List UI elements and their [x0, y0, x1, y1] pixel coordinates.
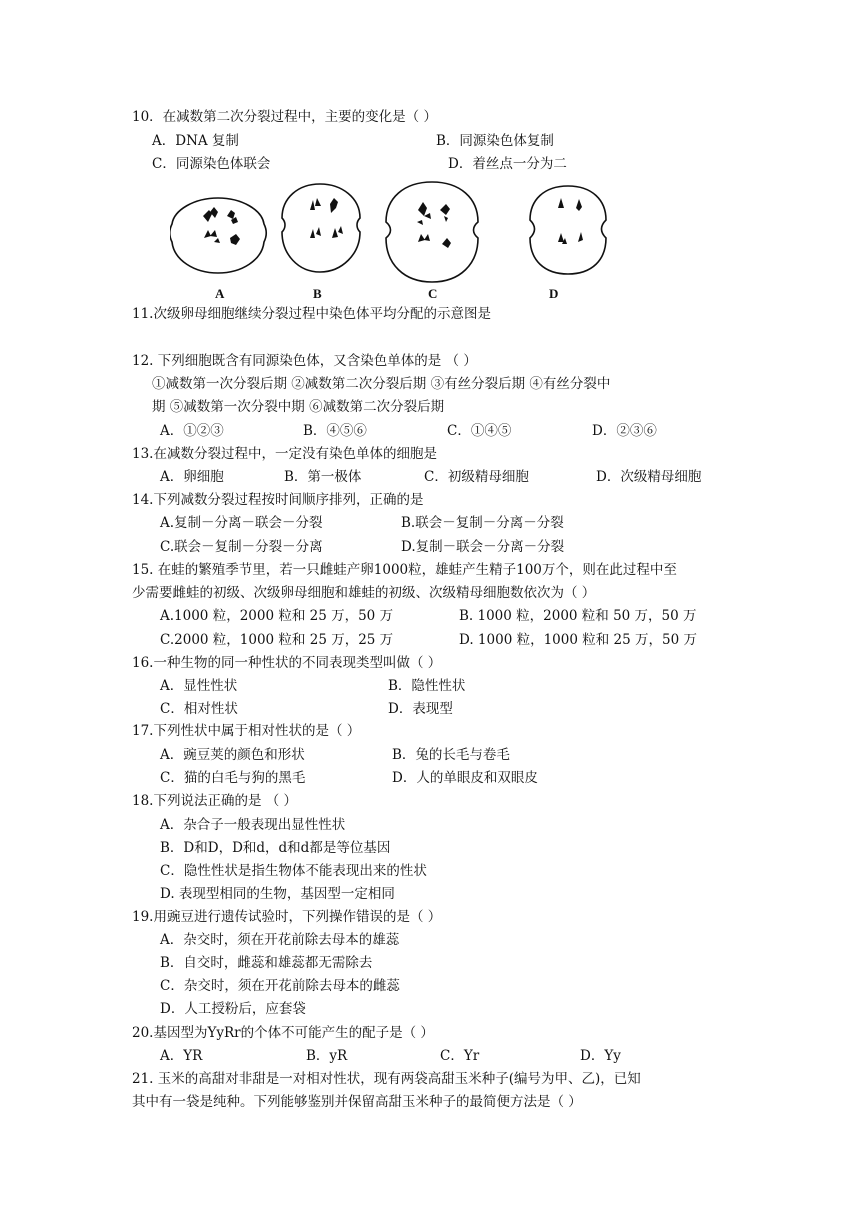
- figure-label-d: D: [549, 286, 559, 301]
- q10-stem: 10．在减数第二次分裂过程中，主要的变化是（ ）: [132, 109, 437, 125]
- q18-option-c: C．隐性性状是指生物体不能表现出来的性状: [160, 863, 427, 879]
- cell-d-outline: [530, 186, 606, 274]
- q16-option-d: D．表现型: [388, 701, 453, 717]
- q20-option-a: A．YR: [160, 1048, 203, 1064]
- q19-option-d: D．人工授粉后，应套袋: [160, 1001, 306, 1017]
- q17-stem: 17.下列性状中属于相对性状的是（ ）: [132, 723, 361, 739]
- q16-option-a: A．显性性状: [160, 678, 238, 694]
- q13-option-c: C．初级精母细胞: [424, 469, 529, 485]
- q19-option-c: C．杂交时，须在开花前除去母本的雌蕊: [160, 978, 400, 994]
- q19-stem: 19.用豌豆进行遗传试验时，下列操作错误的是（ ）: [132, 909, 442, 925]
- q15-option-a: A.1000 粒，2000 粒和 25 万，50 万: [160, 608, 394, 624]
- q13-option-d: D．次级精母细胞: [596, 469, 702, 485]
- q14-stem: 14.下列减数分裂过程按时间顺序排列，正确的是: [132, 492, 424, 508]
- q11-stem: 11.次级卵母细胞继续分裂过程中染色体平均分配的示意图是: [132, 306, 491, 322]
- q15-stem-line2: 少需要雌蛙的初级、次级卵母细胞和雄蛙的初级、次级精母细胞数依次为（ ）: [132, 585, 596, 601]
- q10-option-d: D．着丝点一分为二: [448, 156, 567, 172]
- q12-statements-line1: ①减数第一次分裂后期 ②减数第二次分裂后期 ③有丝分裂后期 ④有丝分裂中: [152, 376, 611, 392]
- q18-option-b: B．D和D，D和d，d和d都是等位基因: [160, 840, 391, 856]
- q12-stem: 12. 下列细胞既含有同源染色体，又含染色单体的是 （ ）: [132, 353, 477, 369]
- q12-option-a: A．①②③: [160, 423, 224, 439]
- q15-option-c: C.2000 粒，1000 粒和 25 万，25 万: [160, 632, 394, 648]
- q18-stem: 18.下列说法正确的是 （ ）: [132, 793, 298, 809]
- cell-division-figure: [170, 180, 630, 305]
- cell-a-outline: [170, 198, 266, 273]
- q14-option-a: A.复制－分离－联会－分裂: [160, 515, 323, 531]
- q10-option-a: A．DNA 复制: [152, 133, 239, 149]
- q12-statements-line2: 期 ⑤减数第一次分裂中期 ⑥减数第二次分裂后期: [152, 399, 445, 415]
- q17-option-b: B．兔的长毛与卷毛: [392, 747, 510, 763]
- q15-option-d: D. 1000 粒，1000 粒和 25 万，50 万: [459, 632, 697, 648]
- q13-stem: 13.在减数分裂过程中，一定没有染色单体的细胞是: [132, 446, 437, 462]
- figure-label-a: A: [215, 286, 225, 301]
- q10-option-c: C．同源染色体联会: [152, 156, 271, 172]
- q17-option-a: A．豌豆荚的颜色和形状: [160, 747, 305, 763]
- q16-option-b: B．隐性性状: [388, 678, 466, 694]
- q20-option-c: C．Yr: [440, 1048, 480, 1064]
- q19-option-b: B．自交时，雌蕊和雄蕊都无需除去: [160, 955, 373, 971]
- q18-option-d: D. 表现型相同的生物，基因型一定相同: [160, 886, 395, 902]
- q12-option-b: B．④⑤⑥: [303, 423, 367, 439]
- q14-option-d: D.复制－联会－分离－分裂: [401, 539, 565, 555]
- figure-label-b: B: [313, 286, 322, 301]
- q14-option-c: C.联会－复制－分裂－分离: [160, 539, 323, 555]
- q15-option-b: B. 1000 粒，2000 粒和 50 万，50 万: [459, 608, 697, 624]
- q18-option-a: A．杂合子一般表现出显性性状: [160, 817, 346, 833]
- q17-option-c: C．猫的白毛与狗的黑毛: [160, 770, 306, 786]
- q16-option-c: C．相对性状: [160, 701, 238, 717]
- q21-stem-line1: 21. 玉米的高甜对非甜是一对相对性状，现有两袋高甜玉米种子(编号为甲、乙)，已知: [132, 1071, 641, 1087]
- q10-option-b: B．同源染色体复制: [436, 133, 554, 149]
- q20-option-d: D．Yy: [580, 1048, 621, 1064]
- q21-stem-line2: 其中有一袋是纯种。下列能够鉴别并保留高甜玉米种子的最简便方法是（ ）: [132, 1094, 582, 1110]
- q16-stem: 16.一种生物的同一种性状的不同表现类型叫做（ ）: [132, 655, 442, 671]
- q17-option-d: D．人的单眼皮和双眼皮: [392, 770, 538, 786]
- q13-option-a: A．卵细胞: [160, 469, 224, 485]
- q19-option-a: A．杂交时，须在开花前除去母本的雄蕊: [160, 932, 400, 948]
- q13-option-b: B．第一极体: [284, 469, 362, 485]
- q15-stem-line1: 15. 在蛙的繁殖季节里，若一只雌蛙产卵1000粒，雄蛙产生精子100万个，则在此过程中至: [132, 562, 677, 578]
- q12-option-d: D．②③⑥: [592, 423, 657, 439]
- cell-c-outline: [386, 182, 478, 282]
- q20-stem: 20.基因型为YyRr的个体不可能产生的配子是（ ）: [132, 1025, 434, 1041]
- cell-b-outline: [282, 184, 360, 272]
- q14-option-b: B.联会－复制－分离－分裂: [401, 515, 564, 531]
- q12-option-c: C．①④⑤: [447, 423, 512, 439]
- figure-label-c: C: [428, 286, 438, 301]
- q20-option-b: B．yR: [306, 1048, 348, 1064]
